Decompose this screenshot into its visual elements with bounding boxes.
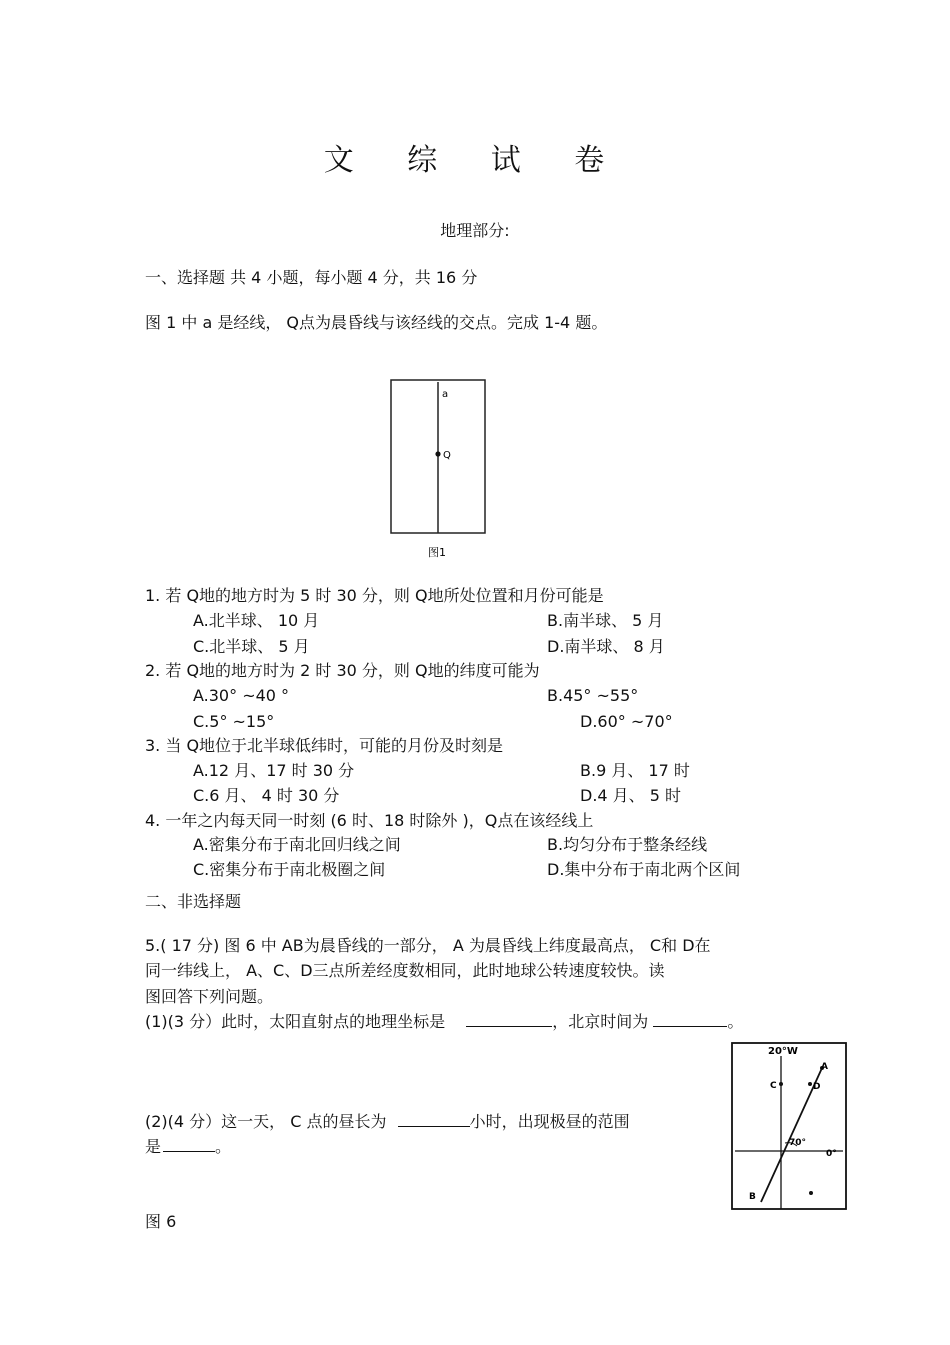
figure-1-label-a: a [442,389,449,400]
question-3-option-a: A.12 月、17 时 30 分 [193,761,355,780]
question-5-sub-1-end: 。 [727,1012,744,1031]
figure-1-caption: 图1 [428,546,446,559]
question-2-option-b: B.45° ~55° [547,686,639,705]
question-2-option-a: A.30° ~40 ° [193,686,290,705]
question-5-sub-2-continued [145,1135,231,1158]
question-5-line-1: 5.( 17 分) 图 6 中 AB为晨昏线的一部分， A 为晨昏线上纬度最高点， C和 D在 [145,936,711,955]
question-2-option-d: D.60° ~70° [580,712,673,731]
figure-6-label-a: A [821,1062,828,1072]
question-3-option-b: B.9 月、 17 时 [580,761,690,780]
figure-6-label-0: 0° [826,1149,837,1159]
question-4-option-c: C.密集分布于南北极圈之间 [193,860,386,879]
answer-blank-day-length[interactable] [398,1110,470,1127]
question-5-sub-1 [145,1010,743,1033]
question-5-sub-1-text: (1)(3 分）此时，太阳直射点的地理坐标是 [145,1012,446,1031]
figure-1-point-q [435,451,440,456]
question-3-option-d: D.4 月、 5 时 [580,786,682,805]
figure-6-label-70: 70° [789,1138,807,1148]
question-1-option-a: A.北半球、 10 月 [193,611,320,630]
figure-6 [725,1040,855,1215]
figure-6-point-d [808,1082,812,1086]
section1-heading: 一、选择题 共 4 小题，每小题 4 分，共 16 分 [145,268,478,287]
figure-6-caption: 图 6 [145,1212,177,1231]
answer-blank-subsolar-coordinates[interactable] [466,1010,552,1027]
figure-6-label-b: B [749,1192,756,1202]
figure-6-dot [809,1191,813,1195]
question-1-stem: 1. 若 Q地的地方时为 5 时 30 分，则 Q地所处位置和月份可能是 [145,586,604,605]
question-1-option-d: D.南半球、 8 月 [547,637,665,656]
question-5-sub-2-mid: 小时，出现极昼的范围 [469,1112,630,1131]
answer-blank-polar-day-range[interactable] [163,1135,215,1152]
question-5-sub-1-mid: ，北京时间为 [552,1012,649,1031]
figure-6-label-d: D [813,1082,821,1092]
question-1-option-b: B.南半球、 5 月 [547,611,664,630]
page-title: 文 综 试 卷 [323,143,627,178]
answer-blank-beijing-time[interactable] [653,1010,727,1027]
figure-1 [375,370,575,565]
section-subtitle: 地理部分: [440,221,510,240]
question-2-option-c: C.5° ~15° [193,712,275,731]
question-5-sub-2-prefix: 是 [145,1137,162,1156]
question-3-option-c: C.6 月、 4 时 30 分 [193,786,340,805]
question-2-stem: 2. 若 Q地的地方时为 2 时 30 分，则 Q地的纬度可能为 [145,661,540,680]
question-4-option-b: B.均匀分布于整条经线 [547,835,708,854]
question-4-option-a: A.密集分布于南北回归线之间 [193,835,401,854]
figure-6-label-20w: 20°W [768,1046,798,1057]
question-3-stem: 3. 当 Q地位于北半球低纬时，可能的月份及时刻是 [145,736,504,755]
section2-heading: 二、非选择题 [145,892,242,911]
question-4-stem: 4. 一年之内每天同一时刻 (6 时、18 时除外 )，Q点在该经线上 [145,811,594,830]
question-5-line-2: 同一纬线上， A、C、D三点所差经度数相同，此时地球公转速度较快。读 [145,961,665,980]
question-intro: 图 1 中 a 是经线， Q点为晨昏线与该经线的交点。完成 1-4 题。 [145,313,608,332]
question-5-sub-2-text: (2)(4 分）这一天， C 点的昼长为 [145,1112,387,1131]
question-5-sub-2-end: 。 [215,1137,232,1156]
question-5-sub-2 [145,1110,630,1133]
figure-6-label-c: C [770,1081,777,1091]
figure-6-frame [732,1043,846,1209]
question-1-option-c: C.北半球、 5 月 [193,637,310,656]
figure-6-point-c [779,1082,783,1086]
question-5-line-3: 图回答下列问题。 [145,987,274,1006]
figure-1-label-q: Q [443,450,451,461]
question-4-option-d: D.集中分布于南北两个区间 [547,860,741,879]
